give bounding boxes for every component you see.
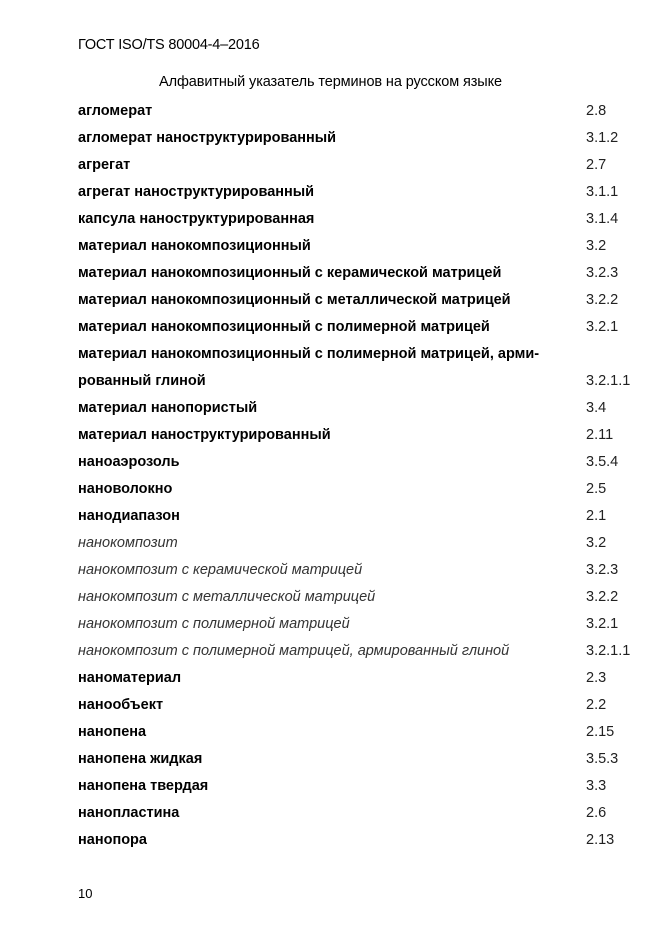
index-term: нанокомпозит с полимерной матрицей, армированный глиной [78,643,510,659]
index-term: нанокомпозит с керамической матрицей [78,562,363,578]
index-reference: 3.1.2 [586,130,619,146]
index-entry [78,827,638,854]
index-reference: 3.2.1 [586,319,619,335]
index-term: нанопена твердая [78,778,209,794]
index-entry [78,773,638,800]
index-term: нанодиапазон [78,508,180,524]
index-entry [78,557,638,584]
index-term: материал наноструктурированный [78,427,331,443]
index-reference: 3.2.2 [586,589,619,605]
index-term: агрегат [78,157,131,173]
term-index-list [78,98,638,854]
index-entry [78,98,638,125]
index-entry [78,449,638,476]
index-reference: 3.1.1 [586,184,619,200]
index-term: материал нанокомпозиционный с полимерной матрицей, арми-рованный глиной [78,346,540,389]
index-term: материал нанокомпозиционный с металлической матрицей [78,292,511,308]
index-reference: 3.5.3 [586,751,619,767]
index-entry [78,206,638,233]
index-entry [78,692,638,719]
index-term: нанопластина [78,805,180,821]
index-term: нанокомпозит с полимерной матрицей [78,616,350,632]
index-term: наноматериал [78,670,182,686]
index-term: нанопора [78,832,147,848]
index-entry [78,314,638,341]
index-reference: 3.2.1.1 [586,373,631,389]
index-entry [78,260,638,287]
document-code: ГОСТ ISO/TS 80004-4–2016 [78,37,260,53]
index-term: нанокомпозит с металлической матрицей [78,589,376,605]
index-term: нановолокно [78,481,173,497]
index-entry [78,746,638,773]
index-term: агрегат наноструктурированный [78,184,315,200]
index-reference: 2.1 [586,508,607,524]
index-reference: 3.2.3 [586,265,619,281]
index-entry [78,530,638,557]
index-reference: 3.4 [586,400,607,416]
index-reference: 2.11 [586,427,614,443]
index-entry [78,395,638,422]
index-term: агломерат наноструктурированный [78,130,337,146]
index-reference: 2.6 [586,805,607,821]
index-reference: 3.2.1 [586,616,619,632]
index-reference: 3.5.4 [586,454,619,470]
index-entry [78,233,638,260]
index-reference: 3.2.3 [586,562,619,578]
index-entry [78,638,638,665]
index-reference: 3.2.2 [586,292,619,308]
index-term: капсула наноструктурированная [78,211,315,227]
index-entry [78,422,638,449]
index-entry [78,800,638,827]
index-entry [78,179,638,206]
index-term: нанообъект [78,697,164,713]
index-entry [78,584,638,611]
index-reference: 3.2 [586,238,607,254]
index-entry [78,665,638,692]
index-entry [78,719,638,746]
index-reference: 3.1.4 [586,211,619,227]
index-entry [78,611,638,638]
page-number: 10 [78,886,93,901]
index-term: материал нанокомпозиционный с керамической матрицей [78,265,502,281]
index-reference: 3.2 [586,535,607,551]
index-reference: 3.2.1.1 [586,643,631,659]
index-term: материал нанокомпозиционный [78,238,311,254]
index-term: материал нанопористый [78,400,258,416]
index-reference: 2.7 [586,157,607,173]
index-title: Алфавитный указатель терминов на русском языке [159,74,502,90]
index-reference: 2.2 [586,697,607,713]
index-entry [78,125,638,152]
index-term: нанокомпозит [78,535,178,551]
index-reference: 2.8 [586,103,607,119]
index-entry [78,152,638,179]
index-reference: 2.5 [586,481,607,497]
index-entry [78,287,638,314]
index-entry [78,341,638,395]
index-reference: 2.3 [586,670,607,686]
index-term: агломерат [78,103,153,119]
index-reference: 2.15 [586,724,615,740]
index-entry [78,476,638,503]
index-reference: 3.3 [586,778,607,794]
index-term: материал нанокомпозиционный с полимерной матрицей [78,319,490,335]
index-term: наноаэрозоль [78,454,180,470]
index-reference: 2.13 [586,832,615,848]
index-term: нанопена жидкая [78,751,203,767]
index-entry [78,503,638,530]
index-term: нанопена [78,724,147,740]
